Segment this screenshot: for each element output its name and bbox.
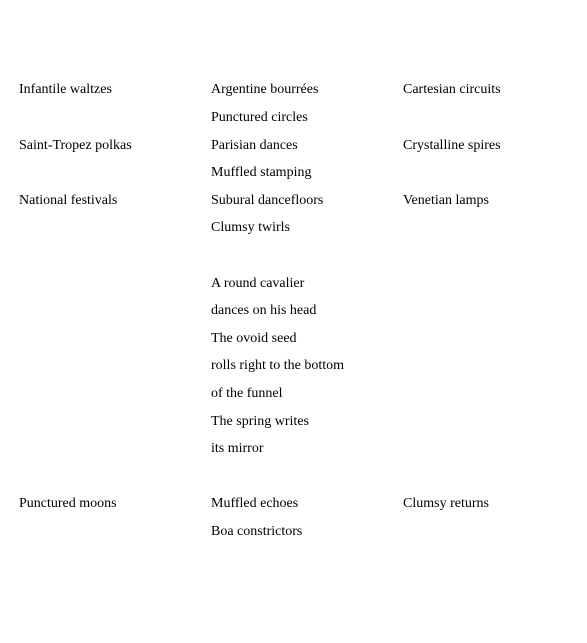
poem-text: of the funnel (211, 386, 283, 401)
stanza2-line (0, 412, 587, 432)
poem-text: dances on his head (211, 303, 317, 318)
poem-text: Clumsy returns (403, 496, 489, 511)
poem-text: Clumsy twirls (211, 220, 290, 235)
stanza2-line (0, 384, 587, 404)
stanza3-row1 (0, 494, 587, 514)
stanza1-row2 (0, 108, 587, 128)
poem-text: Punctured moons (19, 496, 117, 511)
poem-text: National festivals (19, 193, 118, 208)
stanza1-row3 (0, 136, 587, 156)
poem-text: Subural dancefloors (211, 193, 324, 208)
poem-text: Infantile waltzes (19, 82, 112, 97)
poem-text: Crystalline spires (403, 138, 501, 153)
poem-text: A round cavalier (211, 276, 305, 291)
poem-text: Cartesian circuits (403, 82, 501, 97)
stanza1-row6 (0, 218, 587, 238)
stanza2-line (0, 274, 587, 294)
stanza2-line (0, 356, 587, 376)
stanza2-line (0, 301, 587, 321)
poem-text: The ovoid seed (211, 331, 297, 346)
stanza3-row2 (0, 522, 587, 542)
poem-text: its mirror (211, 441, 264, 456)
poem-text: rolls right to the bottom (211, 358, 344, 373)
poem-text: Parisian dances (211, 138, 298, 153)
poem-text: Muffled stamping (211, 165, 312, 180)
poem-text: Venetian lamps (403, 193, 489, 208)
stanza2-line (0, 439, 587, 459)
stanza1-row1 (0, 80, 587, 100)
poem-text: Argentine bourrées (211, 82, 319, 97)
stanza2-line (0, 329, 587, 349)
stanza1-row5 (0, 191, 587, 211)
stanza1-row4 (0, 163, 587, 183)
poem-text: Boa constrictors (211, 524, 303, 539)
poem-text: Punctured circles (211, 110, 308, 125)
poem-text: The spring writes (211, 414, 309, 429)
poem-text: Muffled echoes (211, 496, 299, 511)
poem-text: Saint-Tropez polkas (19, 138, 132, 153)
